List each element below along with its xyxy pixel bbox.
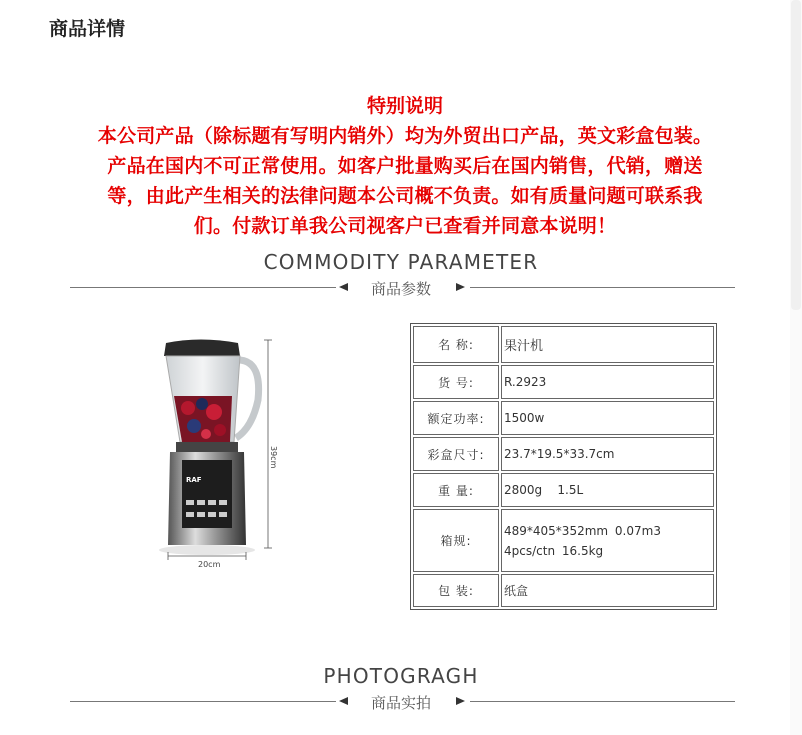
param-value: 23.7*19.5*33.7cm xyxy=(501,437,714,471)
param-key: 额定功率: xyxy=(413,401,499,435)
param-value: R.2923 xyxy=(501,365,714,399)
param-key: 重 量: xyxy=(413,473,499,507)
param-value: 2800g 1.5L xyxy=(501,473,714,507)
param-value: 489*405*352mm 0.07m3 4pcs/ctn 16.5kg xyxy=(501,509,714,572)
table-row xyxy=(413,509,714,572)
page-title: 商品详情 xyxy=(49,18,126,40)
param-key: 名 称: xyxy=(413,326,499,363)
scrollbar[interactable] xyxy=(790,0,802,735)
divider-arrow-right xyxy=(456,697,465,705)
product-image xyxy=(140,330,290,570)
photo-section-subheading: 商品实拍 xyxy=(370,694,431,712)
param-key: 包 装: xyxy=(413,574,499,607)
notice-line: 本公司产品（除标题有写明内销外）均为外贸出口产品，英文彩盒包装。 xyxy=(97,125,713,147)
scrollbar-thumb[interactable] xyxy=(791,0,801,310)
divider-line-right xyxy=(470,287,735,288)
divider-line-right xyxy=(470,701,735,702)
table-row xyxy=(413,437,714,471)
width-dimension-label: 20cm xyxy=(198,560,221,569)
notice-title: 特别说明 xyxy=(366,95,443,117)
special-notice xyxy=(40,92,770,241)
notice-line: 产品在国内不可正常使用。如客户批量购买后在国内销售，代销，赠送 xyxy=(107,155,703,177)
params-table xyxy=(410,323,717,610)
table-row xyxy=(413,365,714,399)
param-value: 纸盒 xyxy=(501,574,714,607)
table-row xyxy=(413,401,714,435)
param-key: 箱规: xyxy=(413,509,499,572)
photo-section-heading: PHOTOGRAGH xyxy=(323,664,479,688)
blender-illustration xyxy=(140,330,290,570)
notice-line: 们。付款订单我公司视客户已查看并同意本说明！ xyxy=(193,215,617,237)
params-section-subheading: 商品参数 xyxy=(370,280,431,298)
param-value: 1500w xyxy=(501,401,714,435)
table-row xyxy=(413,326,714,363)
divider-arrow-right xyxy=(456,283,465,291)
table-row xyxy=(413,574,714,607)
params-section-heading: COMMODITY PARAMETER xyxy=(263,250,539,274)
table-row xyxy=(413,473,714,507)
height-dimension-label: 39cm xyxy=(269,446,278,469)
notice-line: 等，由此产生相关的法律问题本公司概不负责。如有质量问题可联系我 xyxy=(107,185,703,207)
param-key: 货 号: xyxy=(413,365,499,399)
param-value: 果汁机 xyxy=(501,326,714,363)
param-key: 彩盒尺寸: xyxy=(413,437,499,471)
brand-label: RAF xyxy=(186,476,202,484)
